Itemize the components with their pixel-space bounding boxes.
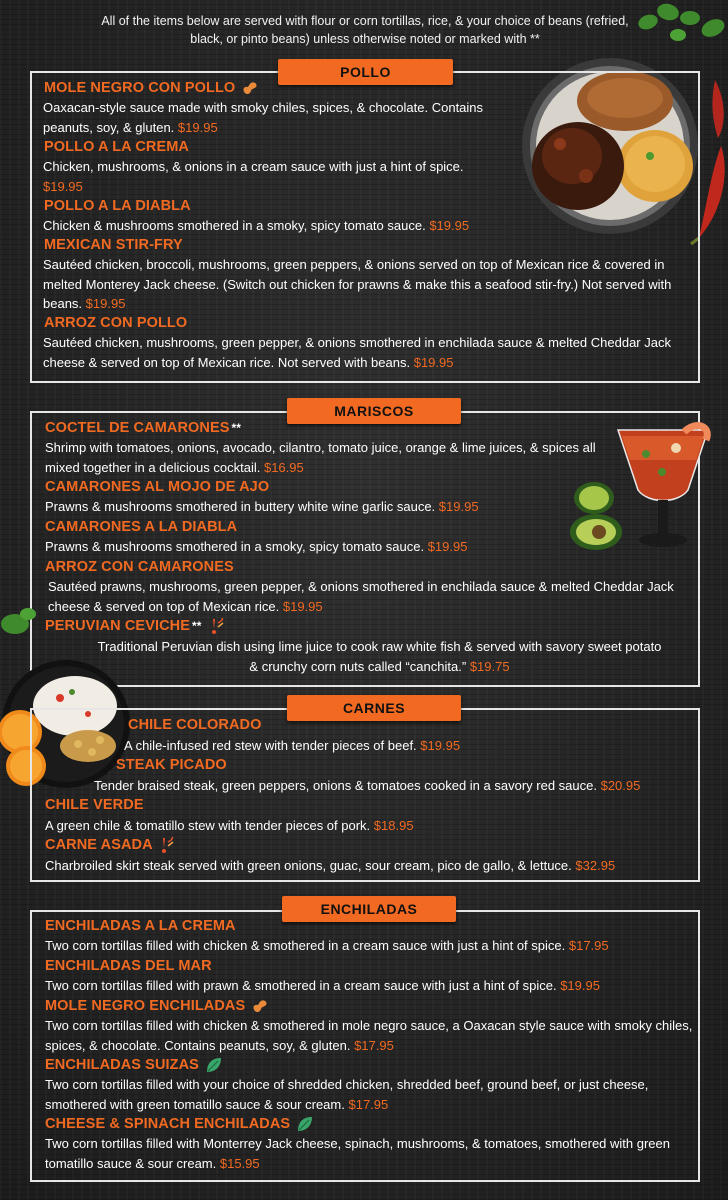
- item-name-text: ARROZ CON CAMARONES: [45, 559, 234, 575]
- item-mole-negro-con-pollo: [44, 79, 259, 97]
- price: $17.95: [348, 1096, 389, 1112]
- item-steak-picado: [116, 756, 227, 774]
- item-name-text: MOLE NEGRO CON POLLO: [44, 80, 236, 96]
- leaf-icon: [296, 1115, 314, 1133]
- price: $19.95: [413, 354, 454, 370]
- item-arroz-con-pollo: [44, 314, 187, 332]
- item-name-text: MOLE NEGRO ENCHILADAS: [45, 998, 246, 1014]
- item-desc: [45, 497, 565, 517]
- item-name-text: CHILE VERDE: [45, 797, 144, 813]
- enchiladas-section-title: ENCHILADAS: [282, 896, 456, 922]
- desc-text: Two corn tortillas filled with Monterrey Jack cheese, spinach, mushrooms, & tomatoes, smothered with green tomatillo sauce & sour cream.: [45, 1136, 670, 1171]
- item-desc: [45, 438, 620, 477]
- item-name-text: CAMARONES AL MOJO DE AJO: [45, 479, 270, 495]
- item-carne-asada: [45, 836, 174, 854]
- item-pollo-a-la-crema: [44, 138, 189, 156]
- desc-text: Chicken & mushrooms smothered in a smoky, spicy tomato sauce.: [43, 218, 426, 233]
- item-mole-negro-enchiladas: [45, 997, 269, 1015]
- item-enchiladas-a-la-crema: [45, 917, 236, 935]
- no-sides-mark: **: [231, 421, 242, 435]
- item-desc: [45, 537, 565, 557]
- price: $17.95: [568, 938, 609, 953]
- item-desc: [45, 1016, 695, 1055]
- item-pollo-a-la-diabla: [44, 197, 191, 215]
- price: $16.95: [263, 459, 304, 475]
- item-desc: [94, 776, 704, 796]
- desc-text: Sautéed chicken, broccoli, mushrooms, green peppers, & onions served on top of Mexican rice & covered in melted Monterey Jack cheese. (Switch out chicken for prawns & make this a seafood stir-fry.) Not served with beans.: [43, 257, 672, 311]
- desc-text: Tender braised steak, green peppers, onions & tomatoes cooked in a savory red sauce.: [94, 778, 597, 793]
- item-name-text: PERUVIAN CEVICHE: [45, 618, 191, 634]
- desc-text: Two corn tortillas filled with chicken & smothered in mole negro sauce, a Oaxacan style sauce with smoky chiles, spices, & chocolate. Contains peanuts, soy, & gluten.: [45, 1018, 693, 1053]
- price: $18.95: [373, 818, 414, 833]
- item-desc: [92, 637, 667, 676]
- price: $19.95: [282, 598, 323, 614]
- desc-text: Prawns & mushrooms smothered in buttery white wine garlic sauce.: [45, 499, 436, 514]
- item-desc: [43, 216, 563, 236]
- desc-text: Oaxacan-style sauce made with smoky chiles, spices, & chocolate. Contains peanuts, soy, & gluten.: [43, 100, 484, 135]
- price: $19.95: [177, 119, 218, 135]
- desc-text: Two corn tortillas filled with your choice of shredded chicken, shredded beef, ground beef, or just cheese, smothered with green tomatillo sauce & sour cream.: [45, 1077, 649, 1112]
- item-desc: [43, 98, 513, 137]
- price: $19.95: [420, 738, 461, 753]
- desc-text: Sautéed prawns, mushrooms, green pepper, & onions smothered in enchilada sauce & melted Cheddar Jack cheese & served on top of Mexican rice.: [48, 579, 674, 614]
- price: $15.95: [219, 1155, 260, 1171]
- desc-text: Charbroiled skirt steak served with green onions, guac, sour cream, pico de gallo, & lettuce.: [45, 858, 572, 873]
- item-coctel-de-camarones: [45, 419, 241, 437]
- item-desc: [43, 255, 688, 314]
- desc-text: Traditional Peruvian dish using lime juice to cook raw white fish & served with savory sweet potato & crunchy corn nuts called “canchita.”: [97, 639, 662, 674]
- mariscos-section-title: MARISCOS: [287, 398, 461, 424]
- item-desc: [45, 1134, 690, 1173]
- item-camarones-a-la-diabla: [45, 518, 237, 536]
- price: $20.95: [600, 778, 641, 793]
- item-name-text: ENCHILADAS SUIZAS: [45, 1057, 199, 1073]
- item-enchiladas-del-mar: [45, 957, 212, 975]
- peanut-icon: [241, 79, 259, 97]
- item-desc: [45, 1075, 690, 1114]
- desc-text: A green chile & tomatillo stew with tender pieces of pork.: [45, 818, 371, 833]
- item-name-text: COCTEL DE CAMARONES: [45, 420, 230, 436]
- desc-text: Sautéed chicken, mushrooms, green pepper, & onions smothered in enchilada sauce & melted Cheddar Jack cheese & served on top of Mexican rice. Not served with beans.: [43, 335, 671, 370]
- desc-text: Two corn tortillas filled with prawn & smothered in a cream sauce with just a hint of spice.: [45, 978, 557, 993]
- item-name-text: POLLO A LA DIABLA: [44, 198, 191, 214]
- item-name-text: ARROZ CON POLLO: [44, 315, 188, 331]
- item-name-text: STEAK PICADO: [116, 757, 227, 773]
- item-desc: [43, 333, 688, 372]
- item-desc: [45, 856, 695, 876]
- item-name-text: CARNE ASADA: [45, 837, 153, 853]
- item-name-text: ENCHILADAS DEL MAR: [45, 958, 212, 974]
- item-desc: [124, 736, 624, 756]
- item-name-text: CAMARONES A LA DIABLA: [45, 519, 238, 535]
- item-desc: [45, 936, 695, 956]
- item-cheese-spinach-enchiladas: [45, 1115, 314, 1133]
- desc-text: Shrimp with tomatoes, onions, avocado, cilantro, tomato juice, orange & lime juices, & spices all mixed together in a delicious cocktail.: [45, 440, 596, 475]
- item-desc: [45, 976, 695, 996]
- item-enchiladas-suizas: [45, 1056, 223, 1074]
- no-sides-mark: **: [192, 619, 202, 633]
- leaf-icon: [205, 1056, 223, 1074]
- item-name-text: POLLO A LA CREMA: [44, 139, 189, 155]
- item-name-text: ENCHILADAS A LA CREMA: [45, 918, 236, 934]
- item-arroz-con-camarones: [45, 558, 234, 576]
- price: $19.75: [469, 658, 510, 674]
- item-chile-colorado: [128, 716, 262, 734]
- intro-note: All of the items below are served with flour or corn tortillas, rice, & your choice of beans (refried, black, or pinto beans) unless otherwise noted or marked with **: [101, 14, 629, 46]
- item-camarones-al-mojo-de-ajo: [45, 478, 269, 496]
- carnes-section-title: CARNES: [287, 695, 461, 721]
- item-chile-verde: [45, 796, 144, 814]
- pollo-section-title: POLLO: [278, 59, 453, 85]
- price: $19.95: [427, 539, 468, 554]
- price: $19.95: [560, 978, 600, 993]
- item-name-text: CHEESE & SPINACH ENCHILADAS: [45, 1116, 291, 1132]
- item-desc: [45, 816, 645, 836]
- price: $17.95: [354, 1037, 394, 1053]
- item-desc: [43, 157, 503, 196]
- desc-text: Two corn tortillas filled with chicken & smothered in a cream sauce with just a hint of spice.: [45, 938, 566, 953]
- price: $19.95: [438, 499, 479, 514]
- item-desc: [48, 577, 688, 616]
- price: $19.95: [43, 178, 83, 194]
- item-name-text: MEXICAN STIR-FRY: [44, 237, 183, 253]
- spicy-icon: [208, 617, 224, 635]
- item-mexican-stir-fry: [44, 236, 183, 254]
- peanut-icon: [251, 997, 269, 1015]
- price: $32.95: [575, 858, 616, 873]
- cilantro-garnish-top: [628, 0, 728, 55]
- item-name-text: CHILE COLORADO: [128, 717, 262, 733]
- desc-text: A chile-infused red stew with tender pieces of beef.: [124, 738, 417, 753]
- price: $19.95: [85, 296, 126, 311]
- spicy-icon: [158, 836, 174, 854]
- price: $19.95: [429, 218, 470, 233]
- desc-text: Chicken, mushrooms, & onions in a cream sauce with just a hint of spice.: [43, 159, 464, 174]
- desc-text: Prawns & mushrooms smothered in a smoky, spicy tomato sauce.: [45, 539, 425, 554]
